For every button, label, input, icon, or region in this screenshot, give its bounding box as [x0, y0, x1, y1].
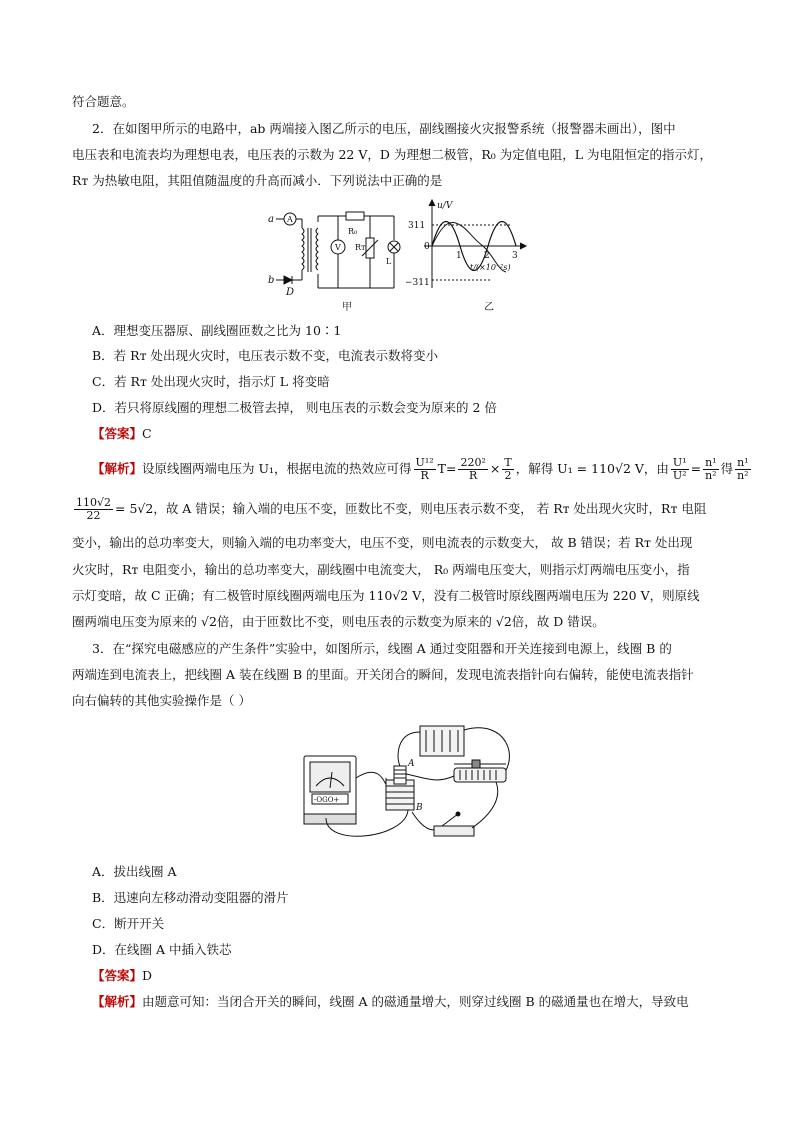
q3-stem-line-2: 两端连到电流表上，把线圈 A 装在线圈 B 的里面。开关闭合的瞬间，发现电流表指针向右偏转，能使电流表指针	[72, 667, 694, 682]
svg-text:u/V: u/V	[437, 201, 453, 211]
q2-option-d: D．若只将原线圈的理想二极管去掉， 则电压表的示数会变为原来的 2 倍	[92, 400, 497, 415]
q2-answer	[92, 425, 152, 443]
analysis-text: ，解得 U₁ = 110√2 V，由	[515, 461, 669, 476]
formula-fraction: $\frac{\text{n¹}}{\text{n²}}$	[737, 455, 749, 482]
answer-tag: 【答案】	[92, 426, 143, 441]
svg-text:A: A	[287, 215, 293, 224]
q3-option-b: B．迅速向左移动滑动变阻器的滑片	[92, 890, 289, 905]
q2-figure	[262, 198, 552, 316]
formula-fraction: $\frac{110√2}{22}$	[76, 495, 112, 522]
coil-a	[394, 766, 406, 784]
q3-experiment-figure	[296, 718, 526, 850]
formula-fraction: $\frac{\text{U¹}}{\text{U²}}$	[672, 455, 687, 482]
svg-text:L: L	[386, 257, 392, 266]
analysis-text: 由题意可知：当闭合开关的瞬间，线圈 A 的磁通量增大，则穿过线圈 B 的磁通量也在增大，导致电	[142, 994, 689, 1009]
svg-text:B: B	[416, 803, 423, 813]
analysis-text: 得	[720, 461, 734, 476]
circuit-diagram-jia	[268, 212, 400, 313]
svg-text:D: D	[286, 287, 295, 298]
svg-text:311: 311	[408, 221, 426, 231]
svg-text:t/(×10⁻²s): t/(×10⁻²s)	[470, 263, 511, 272]
svg-text:1: 1	[456, 251, 462, 261]
svg-text:A: A	[408, 759, 415, 769]
rheostat	[454, 768, 506, 782]
svg-text:甲: 甲	[342, 302, 352, 313]
svg-text:a: a	[268, 214, 274, 225]
formula-text: =	[690, 461, 702, 476]
svg-text:R₀: R₀	[348, 227, 358, 236]
q3-option-d: D．在线圈 A 中插入铁芯	[92, 942, 232, 957]
svg-text:2: 2	[484, 251, 490, 261]
q2-analysis-line-2	[72, 494, 706, 524]
resistor-r0-symbol	[346, 212, 364, 220]
prev-answer-tail: 符合题意。	[72, 94, 135, 109]
q2-analysis-line-1	[92, 452, 753, 486]
q2-analysis-line-3: 变小，输出的总功率变大，则输入端的电功率变大，电压不变，则电流表的示数变大， 故 B 错误；若 Rᴛ 处出现	[72, 535, 693, 550]
formula-fraction: $\frac{\text{n¹}}{\text{n²}}$	[705, 455, 717, 482]
q2-stem-line-3: Rᴛ 为热敏电阻，其阻值随温度的升高而减小．下列说法中正确的是	[72, 173, 443, 188]
svg-text:V: V	[335, 243, 341, 252]
q3-option-c: C．断开开关	[92, 916, 165, 931]
answer-value: C	[142, 426, 152, 441]
analysis-text: = 5√2，故 A 错误；输入端的电压不变，匝数比不变，则电压表示数不变， 若 Rᴛ 处出现火灾时，Rᴛ 电阻	[115, 501, 707, 516]
svg-text:Rᴛ: Rᴛ	[355, 243, 366, 252]
q2-stem-line-2: 电压表和电流表均为理想电表，电压表的示数为 22 V，D 为理想二极管，R₀ 为定值电阻，L 为电阻恒定的指示灯，	[72, 147, 713, 162]
analysis-tag: 【解析】	[92, 994, 143, 1009]
formula-fraction: $\frac{\text{220²}}{R}$	[460, 455, 486, 482]
formula-text: T=	[437, 461, 457, 476]
q2-option-b: B．若 Rᴛ 处出现火灾时，电压表示数不变，电流表示数将变小	[92, 348, 438, 363]
q3-answer	[92, 967, 152, 985]
svg-text:乙: 乙	[484, 302, 494, 313]
diode-symbol	[284, 276, 292, 284]
formula-fraction: $\frac{\text{U¹²}}{R}$	[415, 455, 434, 482]
formula-text: ×	[489, 461, 501, 476]
svg-text:0: 0	[424, 242, 430, 252]
svg-text:3: 3	[512, 251, 518, 261]
answer-value: D	[142, 968, 153, 983]
q2-option-c: C．若 Rᴛ 处出现火灾时，指示灯 L 将变暗	[92, 374, 330, 389]
voltage-graph-yi	[405, 200, 526, 313]
q3-stem-line-3: 向右偏转的其他实验操作是（ ）	[72, 693, 251, 708]
analysis-text: 设原线圈两端电压为 U₁，根据电流的热效应可得	[142, 461, 412, 476]
svg-text:−311: −311	[405, 278, 430, 288]
q3-option-a: A．拔出线圈 A	[92, 864, 177, 879]
q2-analysis-line-4: 火灾时，Rᴛ 电阻变小，输出的总功率变大，副线圈中电流变大， R₀ 两端电压变大，则指示灯两端电压变小，指	[72, 562, 690, 577]
q2-analysis-line-5: 示灯变暗，故 C 正确；有二极管时原线圈两端电压为 110√2 V，没有二极管时原线圈两端电压为 220 V，则原线	[72, 588, 700, 603]
answer-tag: 【答案】	[92, 968, 143, 983]
analysis-tag: 【解析】	[92, 461, 143, 476]
q2-stem-line-1: 2．在如图甲所示的电路中，ab 两端接入图乙所示的电压，副线圈接火灾报警系统（报警器未画出），图中	[92, 121, 676, 136]
svg-text:b: b	[268, 275, 275, 286]
q3-stem-line-1: 3．在“探究电磁感应的产生条件”实验中，如图所示，线圈 A 通过变阻器和开关连接到电源上，线圈 B 的	[92, 641, 672, 656]
switch	[434, 826, 474, 836]
q2-option-a: A．理想变压器原、副线圈匝数之比为 10∶1	[92, 323, 342, 338]
q2-analysis-line-6: 圈两端电压变为原来的 √2倍，由于匝数比不变，则电压表的示数变为原来的 √2倍，故 D 错误。	[72, 614, 605, 629]
q3-analysis-line-1	[92, 993, 689, 1011]
formula-fraction: $\frac{T}{2}$	[504, 455, 512, 482]
svg-text:-OGO+: -OGO+	[314, 796, 340, 804]
